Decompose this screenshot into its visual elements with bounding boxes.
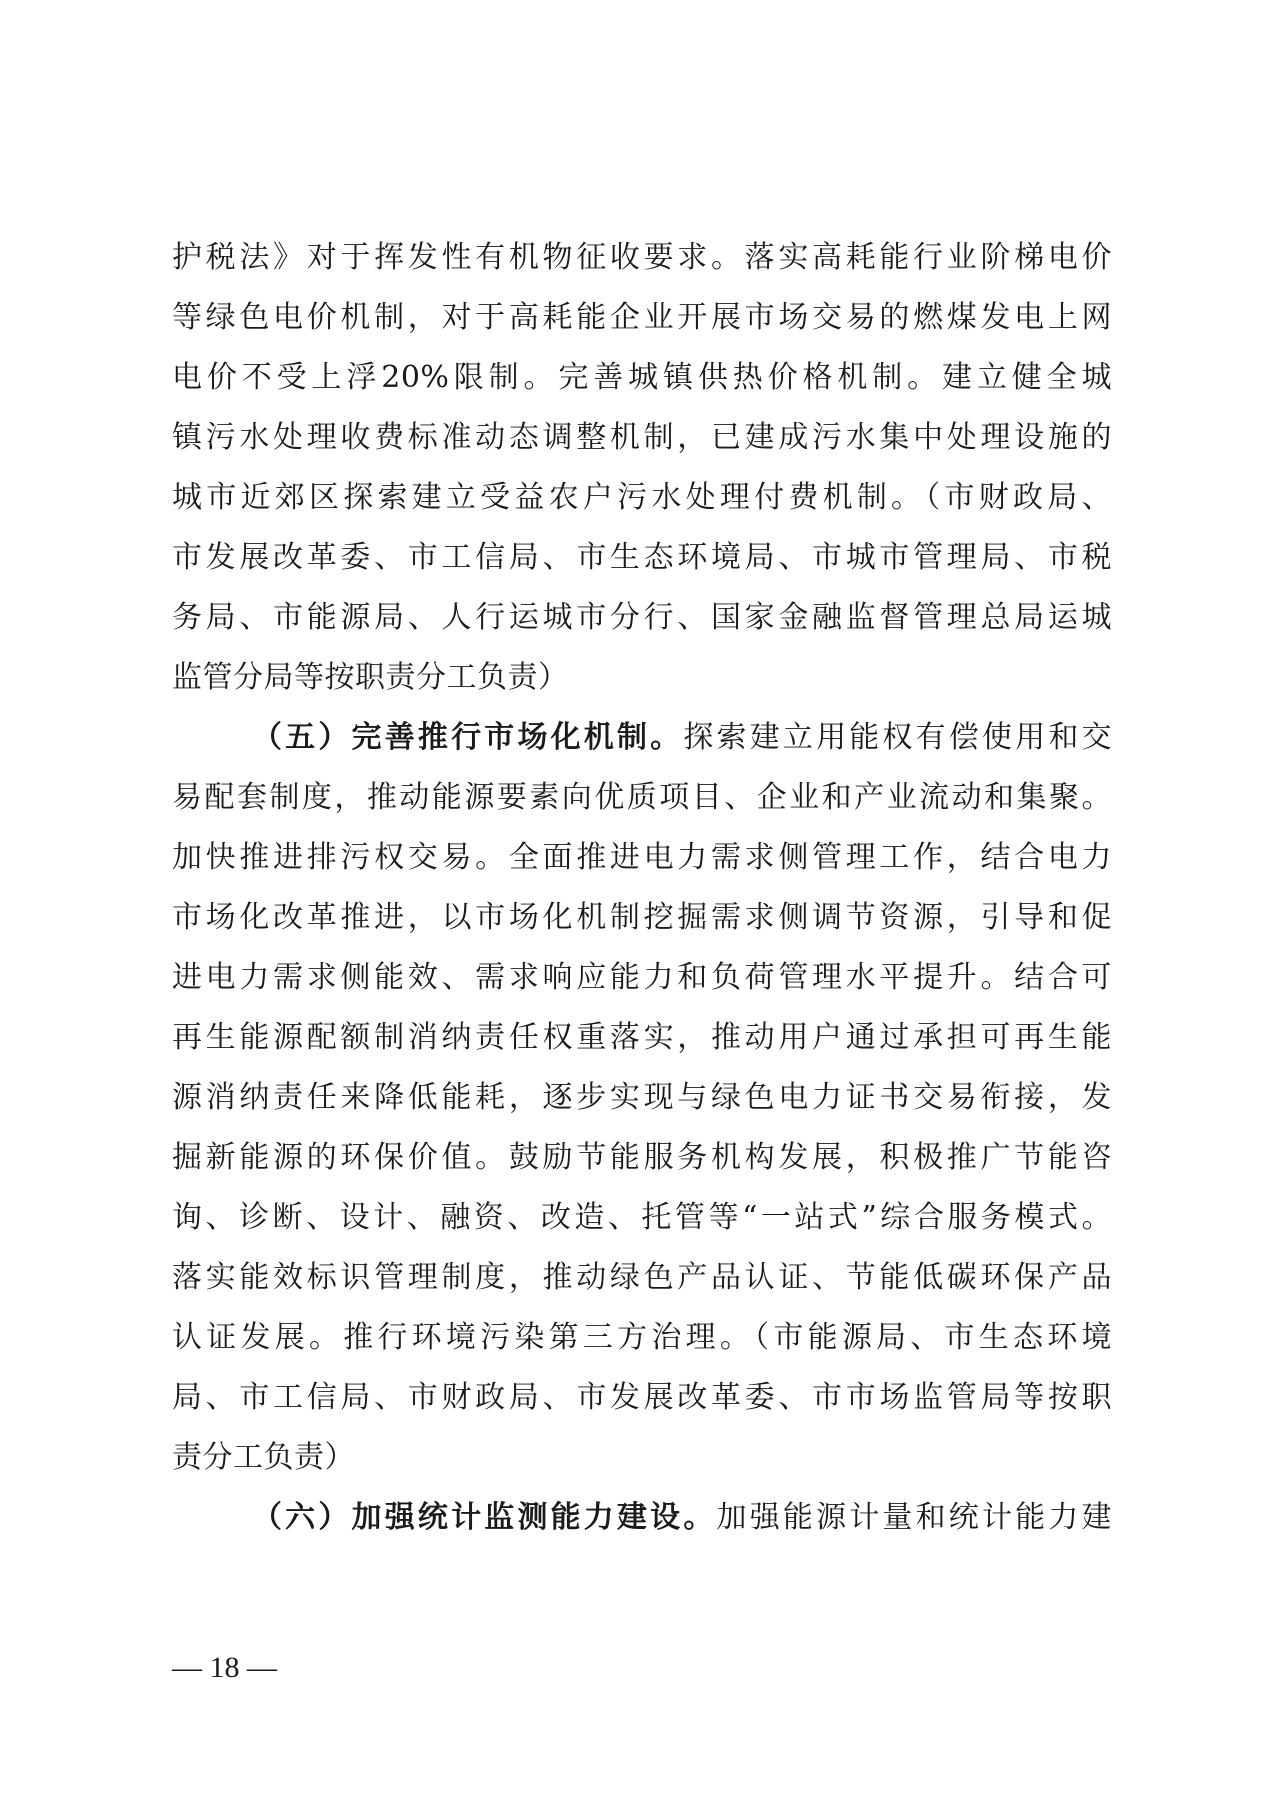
section-five-heading: （五）完善推行市场化机制。 [252,720,684,755]
body-text-line: 城市近郊区探索建立受益农户污水处理付费机制。（市财政局、 [172,480,1112,515]
body-text-line: 易配套制度，推动能源要素向优质项目、企业和产业流动和集聚。 [172,780,1112,815]
body-text-line: 市场化改革推进，以市场化机制挖掘需求侧调节资源，引导和促 [172,900,1112,935]
body-text-line: 源消纳责任来降低能耗，逐步实现与绿色电力证书交易衔接，发 [172,1080,1112,1115]
body-text-line: 务局、市能源局、人行运城市分行、国家金融监督管理总局运城 [172,600,1112,635]
body-text-line: 认证发展。推行环境污染第三方治理。（市能源局、市生态环境 [172,1320,1112,1355]
body-text-line: 责分工负责） [172,1440,355,1475]
body-text-line: 再生能源配额制消纳责任权重落实，推动用户通过承担可再生能 [172,1020,1112,1055]
section-five-first-line [252,718,1112,758]
body-text-line: 进电力需求侧能效、需求响应能力和负荷管理水平提升。结合可 [172,960,1112,995]
body-text-line: 加快推进排污权交易。全面推进电力需求侧管理工作，结合电力 [172,840,1112,875]
body-text-line: 掘新能源的环保价值。鼓励节能服务机构发展，积极推广节能咨 [172,1140,1112,1175]
body-text-line: 电价不受上浮20%限制。完善城镇供热价格机制。建立健全城 [172,360,1112,395]
body-text-line: 局、市工信局、市财政局、市发展改革委、市市场监管局等按职 [172,1380,1112,1415]
body-text-line: 市发展改革委、市工信局、市生态环境局、市城市管理局、市税 [172,540,1112,575]
body-text-line: 监管分局等按职责分工负责） [172,660,569,695]
body-text-line: 护税法》对于挥发性有机物征收要求。落实高耗能行业阶梯电价 [172,240,1112,275]
section-five-first-line-text: 探索建立用能权有偿使用和交 [683,720,1113,755]
body-text-line: 询、诊断、设计、融资、改造、托管等“一站式”综合服务模式。 [172,1200,1112,1235]
section-six-first-line-text: 加强能源计量和统计能力建 [716,1500,1113,1535]
body-text-line: 镇污水处理收费标准动态调整机制，已建成污水集中处理设施的 [172,420,1112,455]
page-number: — 18 — [172,1651,277,1684]
section-six-first-line [252,1498,1112,1538]
body-text-line: 落实能效标识管理制度，推动绿色产品认证、节能低碳环保产品 [172,1260,1112,1295]
body-text-line: 等绿色电价机制，对于高耗能企业开展市场交易的燃煤发电上网 [172,300,1112,335]
section-six-heading: （六）加强统计监测能力建设。 [252,1500,717,1535]
